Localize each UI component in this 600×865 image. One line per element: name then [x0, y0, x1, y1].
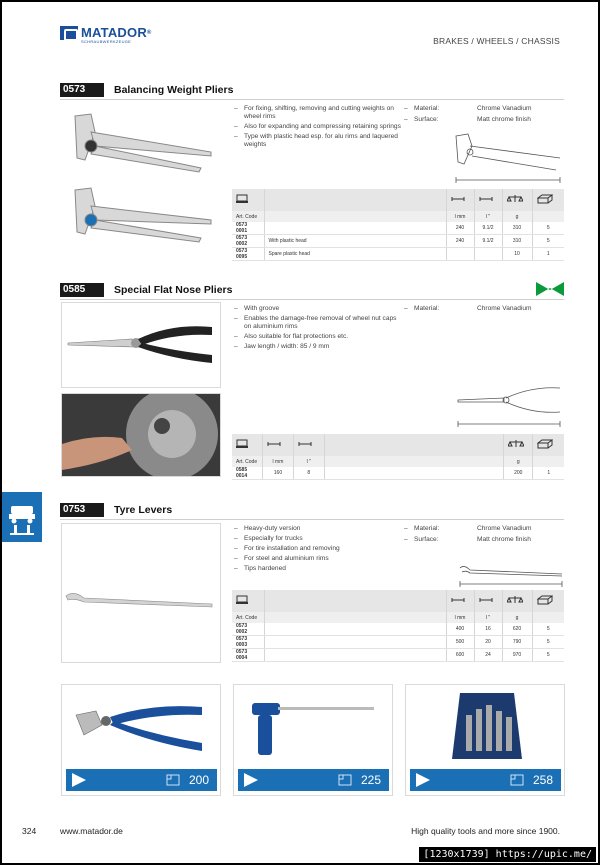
product-image-balancing-pliers: [61, 102, 221, 254]
col-header: l ": [293, 456, 324, 467]
flat-nose-pliers-icon: [62, 303, 220, 387]
prop-value: Chrome Vanadium: [477, 105, 532, 112]
feature-item: – Type with plastic head esp. for alu rims and laquered weights: [234, 133, 404, 149]
t-handle-tool-icon: [234, 685, 392, 763]
feature-item: – Heavy-duty version: [234, 525, 404, 533]
prop-value: Matt chrome finish: [477, 116, 531, 123]
related-product-card[interactable]: [405, 684, 565, 796]
play-arrow-icon: [66, 769, 90, 791]
section-divider: [60, 299, 564, 300]
table-row: 0573 0004 600 24 970 5: [232, 649, 564, 662]
prop-key: – Surface:: [404, 534, 477, 545]
prop-value: Chrome Vanadium: [477, 525, 532, 532]
section-title: Tyre Levers: [114, 504, 173, 516]
related-page-number: 225: [360, 773, 381, 787]
play-arrow-icon: [410, 769, 434, 791]
package-icon: [532, 189, 564, 211]
prop-key: – Material:: [404, 523, 477, 534]
table-row: 0573 0003 500 20 790 5: [232, 636, 564, 649]
table-row: 0573 0002 With plastic head 240 9.1/2 310 5: [232, 235, 564, 248]
section-code: 0573: [60, 83, 104, 97]
cutting-pliers-icon: [62, 685, 220, 763]
category-heading: BRAKES / WHEELS / CHASSIS: [433, 36, 560, 46]
col-header: l mm: [263, 456, 294, 467]
slogan: High quality tools and more since 1900.: [411, 826, 560, 836]
table-row: 0585 0014 160 8 200 1: [232, 467, 564, 480]
page-ref-icon: [337, 773, 353, 787]
prop-value: Chrome Vanadium: [477, 305, 532, 312]
section-title: Balancing Weight Pliers: [114, 84, 234, 96]
watermark: [1230x1739] https://upic.me/: [419, 847, 596, 862]
product-table-icon: [232, 189, 264, 211]
brand-name: MATADOR®: [81, 25, 152, 40]
related-link-bar[interactable]: [66, 769, 217, 791]
section-header-0573: [60, 83, 233, 97]
col-header: [533, 456, 564, 467]
col-header: l mm: [446, 211, 474, 222]
related-page-number: 258: [532, 773, 553, 787]
page-ref-icon: [165, 773, 181, 787]
feature-item: – For tire installation and removing: [234, 545, 404, 553]
feature-item: – Especially for trucks: [234, 535, 404, 543]
feature-item: – For fixing, shifting, removing and cutting weights on wheel rims: [234, 105, 404, 121]
length-inch-icon: [474, 590, 502, 612]
length-mm-icon: [446, 189, 474, 211]
spec-table-0585: [232, 434, 564, 480]
feature-list-0585: [234, 305, 404, 353]
length-mm-icon: [263, 434, 294, 456]
col-header: [532, 211, 564, 222]
product-image-tyre-levers: [61, 523, 221, 663]
page-ref-icon: [509, 773, 525, 787]
green-badge-icon: [536, 282, 564, 296]
wheel-photo-icon: [62, 394, 220, 476]
feature-item: – Also for expanding and compressing retaining springs: [234, 123, 404, 131]
weight-scale-icon: [502, 590, 532, 612]
chapter-tab-brakes[interactable]: [2, 492, 42, 542]
table-row: 0573 0001 240 9.1/2 310 5: [232, 222, 564, 235]
table-row: 0573 0095 Spare plastic head 10 1: [232, 248, 564, 261]
col-header: g: [504, 456, 533, 467]
length-inch-icon: [474, 189, 502, 211]
package-icon: [532, 590, 564, 612]
related-product-card[interactable]: [233, 684, 393, 796]
page-number: 324: [22, 826, 37, 836]
product-image-flat-nose-pliers: [61, 302, 221, 388]
length-mm-icon: [446, 590, 474, 612]
feature-item: – Also suitable for flat protections etc.: [234, 333, 404, 341]
col-header: g: [502, 612, 532, 623]
website-link[interactable]: www.matador.de: [60, 826, 123, 836]
prop-key: – Material:: [404, 303, 477, 314]
chisel-set-icon: [406, 685, 564, 763]
section-title: Special Flat Nose Pliers: [114, 284, 233, 296]
tyre-lever-drawing-icon: [458, 562, 564, 588]
tyre-lever-icon: [62, 524, 220, 662]
related-product-card[interactable]: [61, 684, 221, 796]
related-link-bar[interactable]: [410, 769, 561, 791]
car-lift-icon: [2, 492, 42, 542]
section-header-0753: [60, 503, 172, 517]
col-header: [532, 612, 564, 623]
prop-key: – Surface:: [404, 114, 477, 125]
feature-item: – Enables the damage-free removal of wheel nut caps on aluminium rims: [234, 315, 404, 331]
matador-logo-icon: [60, 26, 78, 40]
col-header: g: [502, 211, 532, 222]
package-icon: [533, 434, 564, 456]
section-divider: [60, 99, 564, 100]
product-usage-photo: [61, 393, 221, 477]
balancing-pliers-drawing-icon: [452, 130, 564, 186]
brand-subtitle: SCHRAUBWERKZEUGE: [81, 39, 132, 44]
feature-item: – With groove: [234, 305, 404, 313]
feature-item: – Jaw length / width: 85 / 9 mm: [234, 343, 404, 351]
table-row: 0573 0002 400 16 620 5: [232, 623, 564, 636]
balancing-pliers-icon: [61, 102, 221, 254]
flat-nose-pliers-drawing-icon: [454, 380, 564, 428]
feature-list-0753: [234, 525, 404, 575]
feature-list-0573: [234, 105, 404, 151]
col-header: Art. Code: [232, 211, 264, 222]
col-header: l ": [474, 612, 502, 623]
section-divider: [60, 519, 564, 520]
product-table-icon: [232, 590, 264, 612]
spec-table-0573: [232, 189, 564, 261]
prop-key: – Material:: [404, 103, 477, 114]
col-header: Art. Code: [232, 612, 264, 623]
col-header: Art. Code: [232, 456, 263, 467]
matador-logo: [60, 25, 152, 44]
material-info-0573: [404, 103, 532, 125]
length-inch-icon: [293, 434, 324, 456]
feature-item: – For steel and aluminium rims: [234, 555, 404, 563]
weight-scale-icon: [502, 189, 532, 211]
material-info-0753: [404, 523, 532, 545]
material-info-0585: [404, 303, 532, 314]
section-header-0585: [60, 283, 232, 297]
col-header: l mm: [446, 612, 474, 623]
col-header: l ": [474, 211, 502, 222]
weight-scale-icon: [504, 434, 533, 456]
prop-value: Matt chrome finish: [477, 536, 531, 543]
section-code: 0585: [60, 283, 104, 297]
play-arrow-icon: [238, 769, 262, 791]
spec-table-0753: [232, 590, 564, 662]
related-page-number: 200: [188, 773, 209, 787]
section-code: 0753: [60, 503, 104, 517]
feature-item: – Tips hardened: [234, 565, 404, 573]
col-header: [264, 211, 446, 222]
related-link-bar[interactable]: [238, 769, 389, 791]
product-table-icon: [232, 434, 263, 456]
